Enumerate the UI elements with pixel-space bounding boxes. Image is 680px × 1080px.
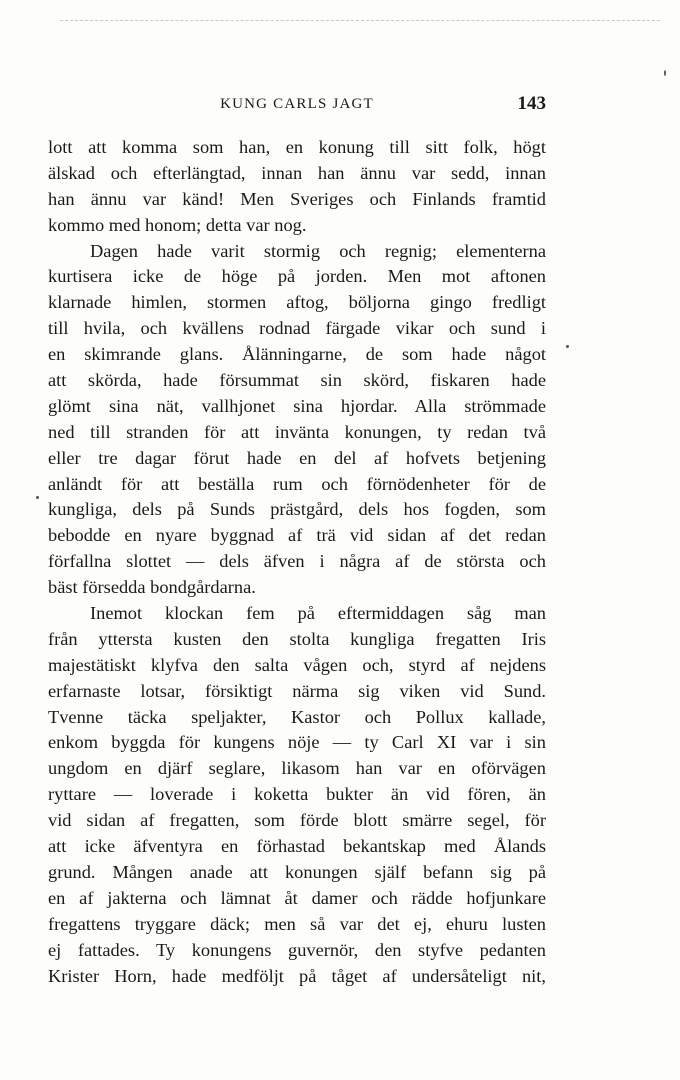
text-line: älskad och efterlängtad, innan han ännu var sedd, innan — [48, 162, 546, 183]
text-line: anländt för att beställa rum och förnödenheter för de — [48, 473, 546, 494]
body-text — [48, 135, 546, 989]
text-line: lott att komma som han, en konung till sitt folk, högt — [48, 137, 546, 157]
text-line: ungdom en djärf seglare, likasom han var en oförvägen — [48, 758, 546, 779]
text-line: ej fattades. Ty konungens guvernör, den styfve pedanten — [48, 939, 546, 960]
text-line: majestätiskt klyfva den salta vågen och, styrd af nejdens — [48, 654, 546, 675]
text-line: kommo med honom; detta var nog. — [48, 214, 307, 235]
text-line: en af jakterna och lämnat åt damer och rädde hofjunkare — [48, 887, 546, 908]
text-line: glömt sina nät, vallhjonet sina hjordar. Alla strömmade — [48, 395, 546, 416]
running-head — [48, 93, 546, 120]
text-line: Inemot klockan fem på eftermiddagen såg man — [90, 603, 546, 624]
text-line: förfallna slottet — dels äfven i några af de största och — [48, 551, 546, 572]
text-line: Krister Horn, hade medföljt på tåget af undersåteligt nit, — [48, 965, 546, 986]
print-speck — [36, 496, 39, 499]
text-line: han ännu var känd! Men Sveriges och Finlands framtid — [48, 188, 546, 209]
text-line: att skörda, hade försummat sin skörd, fiskaren hade — [48, 370, 546, 391]
top-edge-rule — [60, 20, 660, 21]
text-line: till hvila, och kvällens rodnad färgade vikar och sund i — [48, 318, 546, 339]
text-line: en skimrande glans. Ålänningarne, de som hade något — [48, 344, 546, 365]
text-line: eller tre dagar förut hade en del af hofvets betjening — [48, 447, 546, 468]
text-line: Tvenne täcka speljakter, Kastor och Pollux kallade, — [48, 706, 546, 727]
print-speck — [566, 345, 569, 348]
print-speck — [664, 70, 666, 76]
running-title: KUNG CARLS JAGT — [220, 96, 374, 112]
text-line: från yttersta kusten den stolta kungliga fregatten Iris — [48, 628, 546, 649]
text-line: enkom byggda för kungens nöje — ty Carl XI var i sin — [48, 732, 546, 753]
text-line: ned till stranden för att invänta konungen, ty redan två — [48, 421, 546, 442]
text-line: erfarnaste lotsar, försiktigt närma sig viken vid Sund. — [48, 680, 546, 701]
text-line: ryttare — loverade i koketta bukter än vid fören, än — [48, 784, 546, 805]
text-line: grund. Mången anade att konungen själf befann sig på — [48, 861, 546, 882]
text-line: bäst försedda bondgårdarna. — [48, 577, 256, 598]
text-line: vid sidan af fregatten, som förde blott smärre segel, för — [48, 810, 546, 831]
text-line: fregattens tryggare däck; men så var det ej, ehuru lusten — [48, 913, 546, 934]
text-line: kurtisera icke de höge på jorden. Men mot aftonen — [48, 266, 546, 287]
text-line: klarnade himlen, stormen aftog, böljorna gingo fredligt — [48, 292, 546, 313]
text-line: Dagen hade varit stormig och regnig; elementerna — [90, 240, 546, 261]
text-line: kungliga, dels på Sunds prästgård, dels hos fogden, som — [48, 499, 546, 520]
page-number: 143 — [517, 93, 546, 114]
text-line: att icke äfventyra en förhastad bekantskap med Ålands — [48, 836, 546, 857]
text-line: bebodde en nyare byggnad af trä vid sidan af det redan — [48, 525, 546, 546]
